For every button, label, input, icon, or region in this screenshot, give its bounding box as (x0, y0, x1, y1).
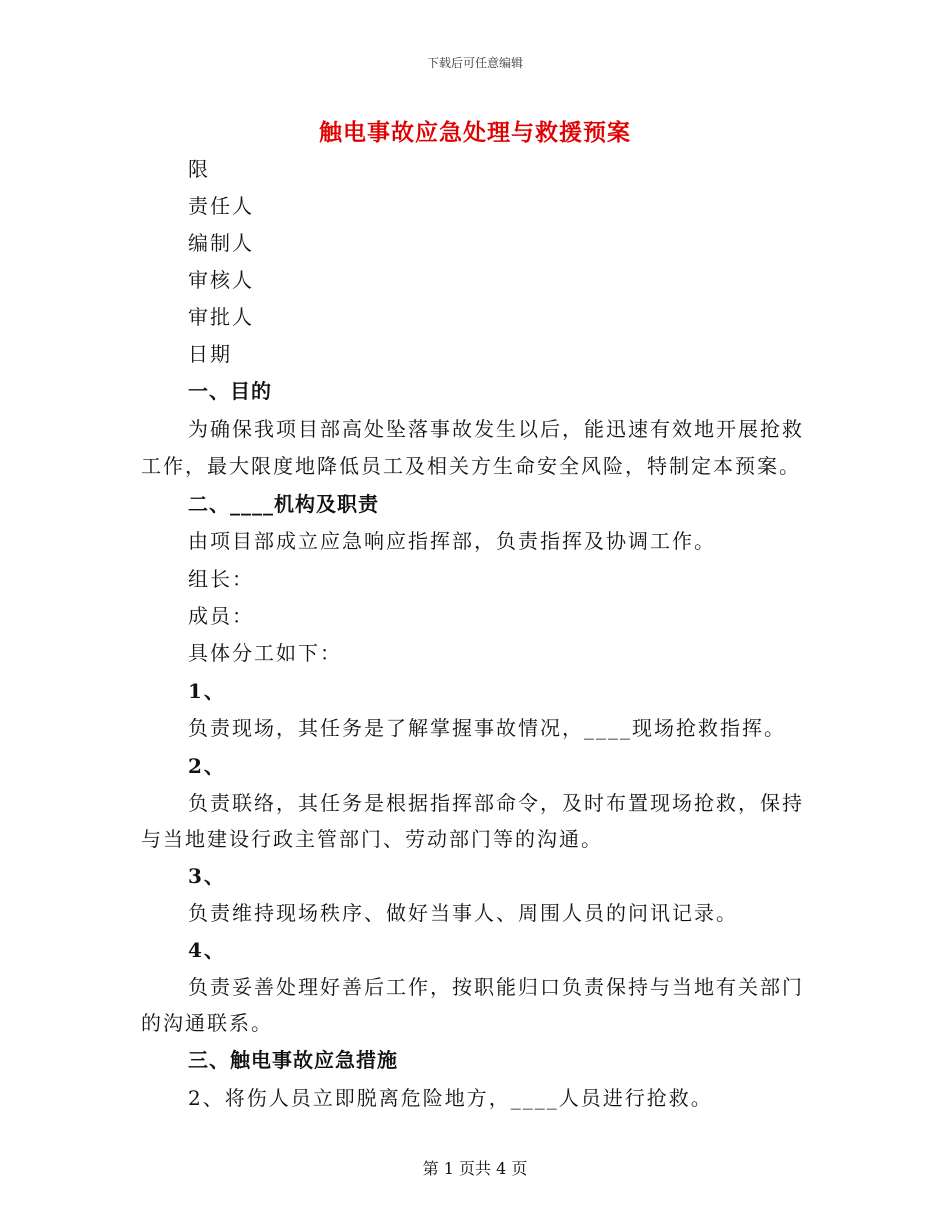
meta-editor: 编制人 (188, 231, 254, 255)
section2-intro: 由项目部成立应急响应指挥部，负责指挥及协调工作。 (188, 529, 716, 553)
duty-item-number: 3、 (188, 864, 226, 888)
duty-item-text: 负责维持现场秩序、做好当事人、周围人员的问讯记录。 (188, 901, 738, 925)
duty-item-text: 负责联络，其任务是根据指挥部命令，及时布置现场抢救，保持 (188, 791, 804, 815)
meta-responsible: 责任人 (188, 194, 254, 218)
section2-members: 成员： (188, 604, 254, 628)
section1-heading: 一、目的 (188, 379, 272, 403)
duty-item-text-cont: 与当地建设行政主管部门、劳动部门等的沟通。 (141, 827, 603, 851)
section2-heading: 二、____机构及职责 (188, 492, 379, 516)
meta-reviewer: 审核人 (188, 268, 254, 292)
section1-paragraph-line2: 工作，最大限度地降低员工及相关方生命安全风险，特制定本预案。 (141, 454, 801, 478)
meta-limit: 限 (188, 157, 210, 181)
duty-item-number: 2、 (188, 754, 226, 778)
duty-item-text-cont: 的沟通联系。 (141, 1011, 273, 1035)
section3-item-2: 2、将伤人员立即脱离危险地方，____人员进行抢救。 (188, 1086, 713, 1110)
duty-item-text: 负责妥善处理好善后工作，按职能归口负责保持与当地有关部门 (188, 975, 804, 999)
meta-date: 日期 (188, 342, 232, 366)
document-title: 触电事故应急处理与救援预案 (319, 119, 631, 146)
duty-item-text: 负责现场，其任务是了解掌握事故情况，____现场抢救指挥。 (188, 716, 786, 740)
duty-item-number: 1、 (188, 679, 226, 703)
section1-paragraph-line1: 为确保我项目部高处坠落事故发生以后，能迅速有效地开展抢救 (188, 417, 804, 441)
section2-division: 具体分工如下： (188, 641, 342, 665)
section2-leader: 组长： (188, 567, 254, 591)
meta-approver: 审批人 (188, 305, 254, 329)
section3-heading: 三、触电事故应急措施 (188, 1048, 398, 1072)
duty-item-number: 4、 (188, 938, 226, 962)
page-header-note: 下载后可任意编辑 (426, 56, 523, 70)
page-number: 第 1 页共 4 页 (422, 1159, 528, 1178)
